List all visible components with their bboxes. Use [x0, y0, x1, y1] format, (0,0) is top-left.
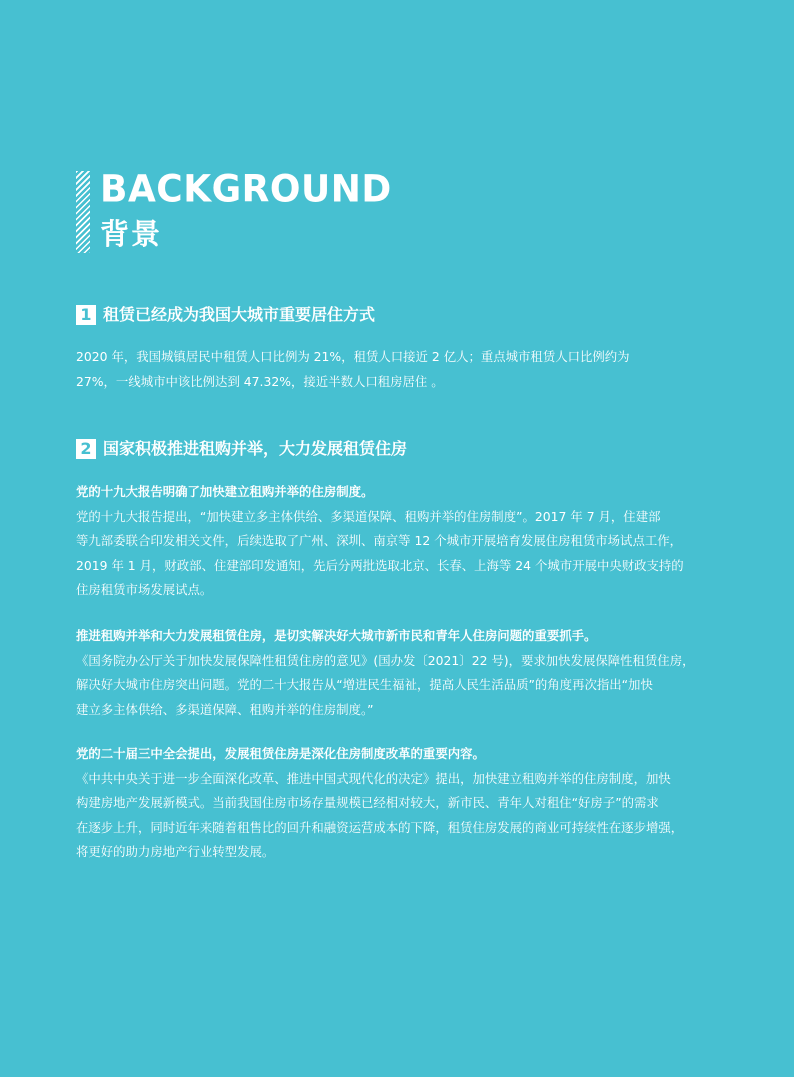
block-lead: 党的二十届三中全会提出，发展租赁住房是深化住房制度改革的重要内容。 [76, 746, 485, 761]
text-line: 2020 年，我国城镇居民中租赁人口比例为 21%，租赁人口接近 2 亿人；重点城市租赁人口比例约为 [76, 349, 630, 364]
text-line: 《国务院办公厅关于加快发展保障性租赁住房的意见》(国办发〔2021〕22 号)，要求加快发展保障性租赁住房， [76, 652, 695, 668]
text-line: 建立多主体供给、多渠道保障、租购并举的住房制度。” [76, 701, 374, 717]
section-2-block-2 [76, 624, 718, 722]
section-title: 租赁已经成为我国大城市重要居住方式 [103, 305, 376, 324]
section-number-badge: 1 [76, 305, 96, 325]
section-2-block-3 [76, 742, 718, 865]
text-line: 党的十九大报告提出，“加快建立多主体供给、多渠道保障、租购并举的住房制度”。2017 年 7 月，住建部 [76, 508, 661, 524]
section-title: 国家积极推进租购并举，大力发展租赁住房 [103, 439, 408, 458]
section-1-heading [76, 304, 375, 326]
section-2-block-1 [76, 480, 718, 603]
block-lead: 推进租购并举和大力发展租赁住房，是切实解决好大城市新市民和青年人住房问题的重要抓手。 [76, 628, 597, 643]
text-line: 等九部委联合印发相关文件，后续选取了广州、深圳、南京等 12 个城市开展培育发展住房租赁市场试点工作， [76, 533, 683, 548]
title-english: BACKGROUND [100, 168, 392, 212]
section-number-badge: 2 [76, 439, 96, 459]
text-line: 《中共中央关于进一步全面深化改革、推进中国式现代化的决定》提出，加快建立租购并举的住房制度，加快 [76, 770, 671, 786]
text-line: 在逐步上升，同时近年来随着租售比的回升和融资运营成本的下降，租赁住房发展的商业可持续性在逐步增强， [76, 819, 684, 835]
text-line: 构建房地产发展新模式。当前我国住房市场存量规模已经相对较大，新市民、青年人对租住“好房子”的需求 [76, 795, 659, 810]
striped-accent-bar [76, 171, 90, 253]
section-1-paragraph [76, 345, 718, 394]
section-2-heading [76, 438, 407, 460]
text-line: 解决好大城市住房突出问题。党的二十大报告从“增进民生福祉，提高人民生活品质”的角度再次指出“加快 [76, 677, 653, 692]
page-header [76, 168, 392, 253]
text-line: 2019 年 1 月，财政部、住建部印发通知，先后分两批选取北京、长春、上海等 24 个城市开展中央财政支持的 [76, 557, 684, 573]
text-line: 27%，一线城市中该比例达到 47.32%，接近半数人口租房居住 。 [76, 373, 444, 389]
text-line: 住房租赁市场发展试点。 [76, 582, 213, 597]
text-line: 将更好的助力房地产行业转型发展。 [76, 844, 275, 859]
block-lead: 党的十九大报告明确了加快建立租购并举的住房制度。 [76, 484, 374, 499]
title-chinese: 背景 [100, 217, 163, 251]
